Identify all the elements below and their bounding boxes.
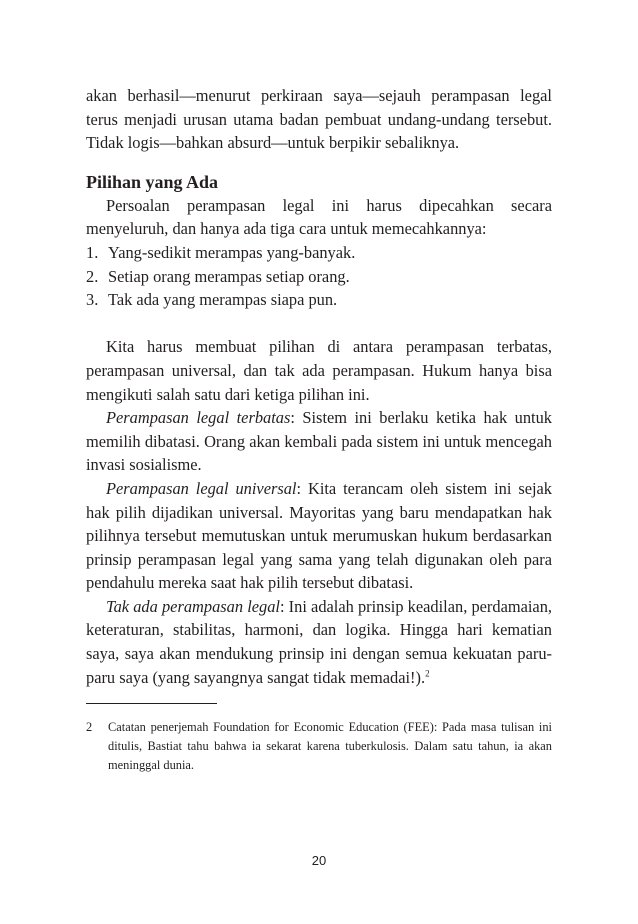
- footnote-number: 2: [86, 720, 93, 735]
- page-number: 20: [311, 853, 327, 868]
- list-item-text: Setiap orang merampas setiap orang.: [108, 266, 350, 286]
- list-item-text: Yang-sedikit merampas yang-banyak.: [108, 242, 356, 262]
- list-item-text: Tak ada yang merampas siapa pun.: [108, 290, 338, 310]
- section-heading: Pilihan yang Ada: [86, 171, 219, 192]
- term-universal: Perampasan legal universal: [106, 478, 297, 498]
- list-item-number: 1.: [86, 242, 99, 262]
- paragraph-limited-text: : Sistem ini berlaku ketika hak untuk memilih dibatasi. Orang akan kembali pada sistem ini untuk mencegah invasi sosialisme.: [86, 408, 552, 475]
- paragraph-limited: [86, 406, 552, 477]
- paragraph-continuation: akan berhasil—menurut perkiraan saya—sejauh perampasan legal terus menjadi urusan utama badan pembuat undang-undang tersebut. Tidak logis—bahkan absurd—untuk berpikir sebaliknya.: [86, 86, 552, 153]
- list-spacer: [86, 312, 552, 336]
- footnote-reference[interactable]: 2: [425, 668, 430, 679]
- list-item: [86, 265, 552, 289]
- list-item-number: 3.: [86, 290, 99, 310]
- paragraph-intro: Persoalan perampasan legal ini harus dipecahkan secara menyeluruh, dan hanya ada tiga cara untuk memecahkannya:: [86, 195, 552, 239]
- list-item: [86, 288, 552, 312]
- term-none: Tak ada perampasan legal: [106, 596, 280, 616]
- paragraph-choice: Kita harus membuat pilihan di antara perampasan terbatas, perampasan universal, dan tak ada perampasan. Hukum hanya bisa mengikuti salah satu dari ketiga pilihan ini.: [86, 337, 552, 404]
- paragraph-universal: [86, 477, 552, 595]
- footnote-text: Catatan penerjemah Foundation for Economic Education (FEE): Pada masa tulisan ini ditulis, Bastiat tahu bahwa ia sekarat karena tuberkulosis. Dalam satu tahun, ia akan meninggal dunia.: [108, 720, 552, 773]
- paragraph-universal-text: : Kita terancam oleh sistem ini sejak hak pilih dijadikan universal. Mayoritas yang baru mendapatkan hak pilihnya tersebut memutuskan untuk merumuskan hukum berdasarkan prinsip perampasan legal yang sama yang telah digunakan oleh para pendahulu mereka saat hak pilih tersebut dibatasi.: [86, 478, 552, 593]
- paragraph-none: [86, 595, 552, 689]
- paragraph-none-text: : Ini adalah prinsip keadilan, perdamaian, keteraturan, stabilitas, harmoni, dan logika. Hingga hari kematian saya, saya akan mendukung prinsip ini dengan semua kekuatan paru-paru saya (yang sayangnya sangat tidak memadai!).: [86, 596, 552, 687]
- options-list: [86, 241, 552, 312]
- footnote: [86, 718, 552, 775]
- list-item: [86, 241, 552, 265]
- term-limited: Perampasan legal terbatas: [106, 408, 291, 428]
- page-body: [86, 84, 552, 775]
- footnote-divider: [86, 703, 217, 704]
- list-item-number: 2.: [86, 266, 99, 286]
